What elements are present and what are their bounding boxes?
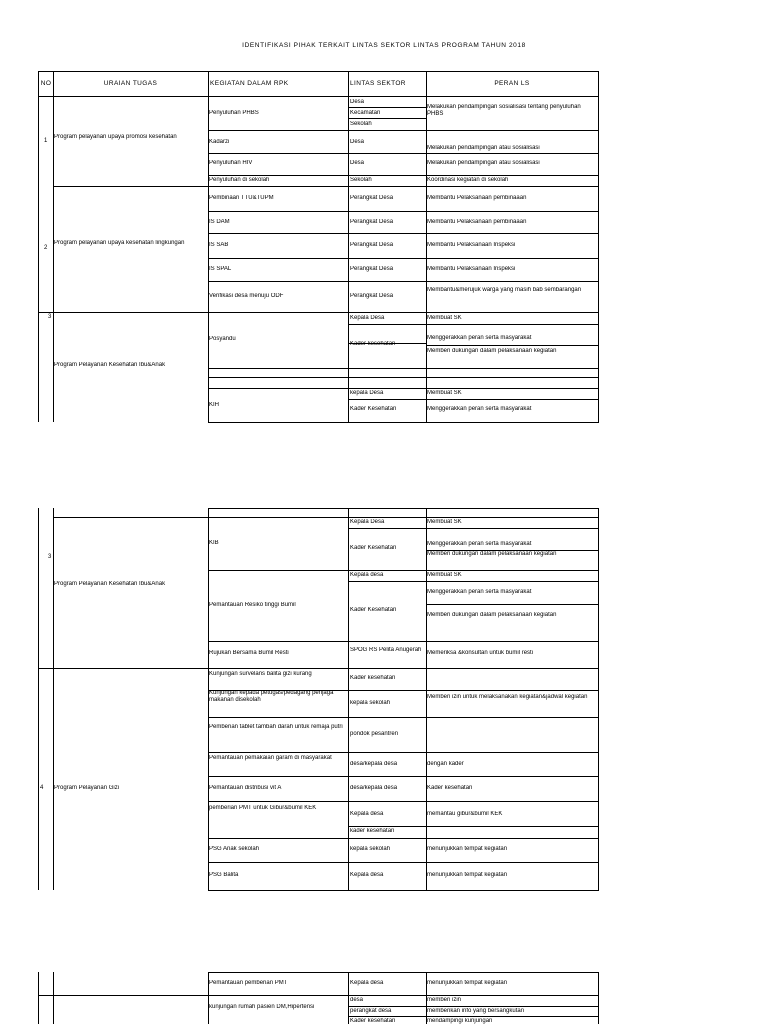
table-rule [348,118,427,119]
table-rule [426,345,599,346]
table-rule [348,107,427,108]
peran-cell: mendampingi kunjungan [427,1018,493,1024]
row-number: 3 [48,314,52,320]
header-lintas: LINTAS SEKTOR [350,80,406,87]
lintas-cell: Perangkat Desa [350,266,394,272]
table-rule [208,368,599,369]
lintas-cell: Kepala desa [350,980,384,986]
lintas-cell: Kader kesehatan [350,1018,396,1024]
lintas-cell: Sekolah [350,177,372,183]
lintas-cell: Sekolah [350,121,372,127]
table-rule [208,153,599,154]
header-no: NO [40,80,52,87]
table-rule [348,508,349,890]
table-rule [348,581,599,582]
peran-cell: Melakukan pendampingan sosialisasi tentang penyuluhan PHBS [427,104,581,117]
lintas-cell: kepala sekolah [350,846,391,852]
table-rule [208,862,599,863]
kegiatan-cell: PSG Balita [209,872,239,878]
table-rule [426,604,599,605]
table-rule [348,71,349,422]
table-rule [348,1006,599,1007]
lintas-cell: Perangkat Desa [350,293,394,299]
peran-cell: menunjukkan tempat kegiatan [427,846,508,852]
peran-cell: Memeriksa &konsultan untuk bumil resti [427,650,534,656]
lintas-cell: Kepala Desa [350,315,385,321]
header-kegiatan: KEGIATAN DALAM RPK [210,80,289,87]
table-rule [38,96,599,97]
lintas-cell: Kecamatan [350,110,381,116]
peran-cell: Menggerakkan peran serta masyarakat [427,406,532,412]
program-cell: Program Pelayanan Kesehatan Ibu&Anak [54,581,166,587]
lintas-cell: desa/kepala desa [350,785,398,791]
row-number: 4 [40,785,44,791]
peran-cell: Koordinasi kegiatan di sekolah [427,177,509,183]
table-rule [348,399,599,400]
table-rule [38,312,599,313]
lintas-cell: Perangkat Desa [350,219,394,225]
table-rule [208,801,599,802]
table-rule [38,71,599,72]
lintas-cell: Kader Kesehatan [350,607,397,613]
peran-cell: Kader kesehatan [427,785,473,791]
kegiatan-cell: Pembinaan TTU&TUPM [209,195,274,201]
lintas-cell: Desa [350,139,365,145]
peran-cell: Menggerakkan peran serta masyarakat [427,541,532,547]
lintas-cell: Kader Kesehatan [350,406,397,412]
kegiatan-cell: Posyandu [209,336,236,342]
kegiatan-cell: IS DAM [209,219,230,225]
kegiatan-cell: KIB [209,540,219,546]
peran-cell: Membuat SK [427,572,462,578]
lintas-cell: kepala Desa [350,390,384,396]
table-rule [208,776,599,777]
table-rule [598,71,599,422]
table-rule [38,71,39,422]
table-rule [348,324,599,325]
lintas-cell: Kader kesehatan [350,341,396,347]
table-rule [38,995,599,996]
peran-cell: Membantu Pelaksanaan Inspeksi [427,242,516,248]
table-rule [348,1016,599,1017]
table-rule [208,890,599,891]
kegiatan-cell: IS SAB [209,242,229,248]
kegiatan-cell: Pemantauan pemakaian garam di masyarakat [209,755,332,761]
header-peran: PERAN LS [494,80,530,87]
peran-cell: menunjukkan tempat kegiatan [427,980,508,986]
peran-cell: Membuat SK [427,315,462,321]
table-rule [208,233,599,234]
peran-cell: Memberi dukungan dalam pelaksanaan kegiatan [427,612,557,618]
lintas-cell: kepala sekolah [350,700,391,706]
table-rule [208,717,599,718]
table-rule [208,570,599,571]
peran-cell: Melakukan pendampingan atau sosialisasi [427,160,540,166]
table-rule [208,422,599,423]
table-rule [38,972,39,1024]
kegiatan-cell: PSG Anak sekolah [209,846,260,852]
lintas-cell: kader kesehatan [350,828,395,834]
lintas-cell: perangkat desa [350,1008,392,1014]
kegiatan-cell: Penyuluhan PHBS [209,110,259,116]
peran-cell: Membantu Pelaksanaan pembinaaan [427,219,527,225]
kegiatan-cell: Kunjungan kepada petugas/pedagang penjaga makanan disekolah [209,690,334,703]
peran-cell: memberikan info yang bersangkutan [427,1008,525,1014]
kegiatan-cell: Kadarzi [209,139,230,145]
peran-cell: Membantu Pelaksanaan Inspeksi [427,266,516,272]
program-cell: Program Pelayanan Kesehatan Ibu&Anak [54,362,166,368]
peran-cell: Memberi izin untuk melaksanakan kegiatan&jadwal kegiatan [427,694,588,700]
table-rule [208,972,599,973]
table-rule [208,838,599,839]
lintas-cell: Kepala Desa [350,519,385,525]
table-rule [208,130,599,131]
table-rule [208,641,599,642]
table-rule [208,258,599,259]
kegiatan-cell: Penyuluhan di sekolah [209,177,270,183]
kegiatan-cell: Pemantauan distribusi vit A [209,785,282,791]
peran-cell: Memberi dukungan dalam pelaksanaan kegiatan [427,348,557,354]
peran-cell: memantau gibur&bumil KEK [427,811,503,817]
peran-cell: Menggerakkan peran serta masyarakat [427,335,532,341]
kegiatan-cell: Verifikasi desa menuju ODF [209,293,284,299]
peran-cell: menunjukkan tempat kegiatan [427,872,508,878]
lintas-cell: SPOG RS Pelita Anugerah [350,647,422,653]
lintas-cell: pondok pesantren [350,731,399,737]
lintas-cell: Perangkat Desa [350,242,394,248]
table-rule [53,186,599,187]
kegiatan-cell: KIH [209,402,220,408]
table-rule [208,508,599,509]
kegiatan-cell: Rujukan Bersama Bumil Resti [209,650,289,656]
kegiatan-cell: Kunjungan survelans balita gizi kurang [209,671,312,677]
peran-cell: memberi izin [427,997,462,1003]
table-rule [598,508,599,890]
row-number: 1 [44,138,48,144]
kegiatan-cell: IS SPAL [209,266,232,272]
table-rule [53,517,599,518]
table-rule [208,281,599,282]
lintas-cell: desa/kepala desa [350,761,398,767]
kegiatan-cell: Pemantauan pemberian PMT [209,980,288,986]
program-cell: Program Pelayanan Gizi [54,785,120,791]
peran-cell: Memberi dukungan dalam pelaksanaan kegiatan [427,551,557,557]
program-cell: Program pelayanan upaya promosi kesehatan [54,134,177,140]
lintas-cell: Kader Kesehatan [350,545,397,551]
page-title: IDENTIFIKASI PIHAK TERKAIT LINTAS SEKTOR LINTAS PROGRAM TAHUN 2018 [242,42,526,49]
lintas-cell: Kepala desa [350,572,384,578]
table-rule [53,972,54,1024]
table-rule [208,211,599,212]
table-rule [38,668,599,669]
header-uraian: URAIAN TUGAS [103,80,158,87]
peran-cell: Membuat SK [427,390,462,396]
kegiatan-cell: kunjungan rumah pasien DM,Hipertensi [209,1004,315,1010]
kegiatan-cell: Pemantauan Resiko tinggi Bumil [209,602,296,608]
table-rule [208,388,599,389]
table-rule [208,377,599,378]
peran-cell: Menggerakkan peran serta masyarakat [427,589,532,595]
kegiatan-cell: pemberian PMT untuk Gibur&bumil KEK [209,805,317,811]
lintas-cell: desa [350,997,364,1003]
row-number: 2 [44,245,48,251]
lintas-cell: Kader kesehatan [350,675,396,681]
table-rule [348,826,599,827]
lintas-cell: Perangkat Desa [350,195,394,201]
lintas-cell: Kepala desa [350,872,384,878]
table-rule [38,508,39,890]
table-rule [53,508,54,890]
peran-cell: dengan kader [427,761,464,767]
lintas-cell: Desa [350,160,365,166]
peran-cell: Membantu Pelaksanaan pembinaaan [427,195,527,201]
table-rule [208,175,599,176]
kegiatan-cell: Pemberian tablet tambah darah untuk remaja putri [209,724,343,730]
program-cell: Program pelayanan upaya kesehatan lingkungan [54,240,185,246]
lintas-cell: Desa [350,99,365,105]
table-rule [208,752,599,753]
kegiatan-cell: Penyuluhan HIV [209,160,253,166]
peran-cell: Membuat SK [427,519,462,525]
peran-cell: Melakukan pendampingan atau sosialisasi [427,145,540,151]
row-number: 3 [48,554,52,560]
table-rule [348,528,599,529]
lintas-cell: Kepala desa [350,811,384,817]
peran-cell: Membantu&merujuk warga yang masih bab sembarangan [427,287,582,293]
